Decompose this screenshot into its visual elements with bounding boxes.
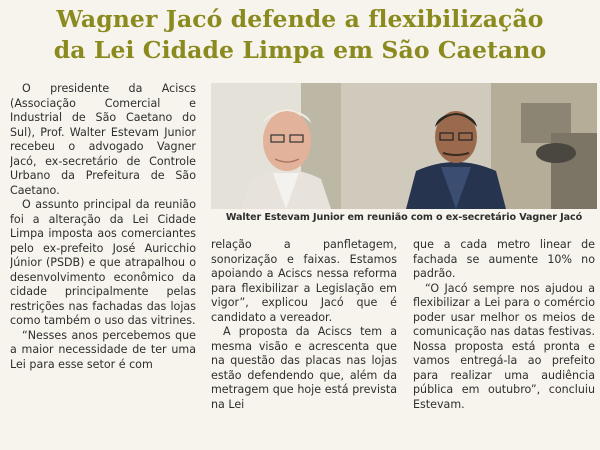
article-column-3 [413, 238, 595, 444]
article-column-2 [211, 238, 397, 444]
article-paragraph: O assunto principal da reunião foi a alteração da Lei Cidade Limpa imposta aos comerciantes pelo ex-prefeito José Auricchio Júnior (PSDB) e que atrapalhou o desenvolvimento econômico da cidade principalmente pelas restrições nas fachadas das lojas como também o uso das vitrines. [10, 198, 196, 327]
article-paragraph: “O Jacó sempre nos ajudou a flexibilizar a Lei para o comércio poder usar melhor os meios de comunicação nas datas festivas. Nossa proposta está pronta e vamos entregá-la ao prefeito para realizar uma audiência pública em outubro”, concluiu Estevam. [413, 281, 595, 411]
article-column-1 [10, 82, 196, 444]
headline-line-1: Wagner Jacó defende a flexibilização [56, 5, 544, 33]
article-paragraph: relação a panfletagem, sonorização e faixas. Estamos apoiando a Aciscs nessa reforma para flexibilizar a Legislação em vigor”, explicou Jacó que é candidato a vereador. [211, 238, 397, 324]
article-paragraph: O presidente da Aciscs (Associação Comercial e Industrial de São Caetano do Sul), Prof. Walter Estevam Junior recebeu o advogado Vagner Jacó, ex-secretário de Controle Urbano da Prefeitura de São Caetano. [10, 82, 196, 197]
headline-line-2: da Lei Cidade Limpa em São Caetano [53, 36, 547, 64]
article-paragraph: A proposta da Aciscs tem a mesma visão e acrescenta que na questão das placas nas lojas estão defendendo que, além da metragem que hoje está prevista na Lei [211, 325, 397, 411]
photo-block [211, 83, 597, 231]
meeting-photo [211, 83, 597, 209]
photo-caption: Walter Estevam Junior em reunião com o ex-secretário Vagner Jacó [225, 212, 583, 223]
headline [6, 4, 594, 66]
article-paragraph: que a cada metro linear de fachada se aumente 10% no padrão. [413, 238, 595, 280]
article-paragraph: “Nesses anos percebemos que a maior necessidade de ter uma Lei para esse setor é com [10, 328, 196, 371]
